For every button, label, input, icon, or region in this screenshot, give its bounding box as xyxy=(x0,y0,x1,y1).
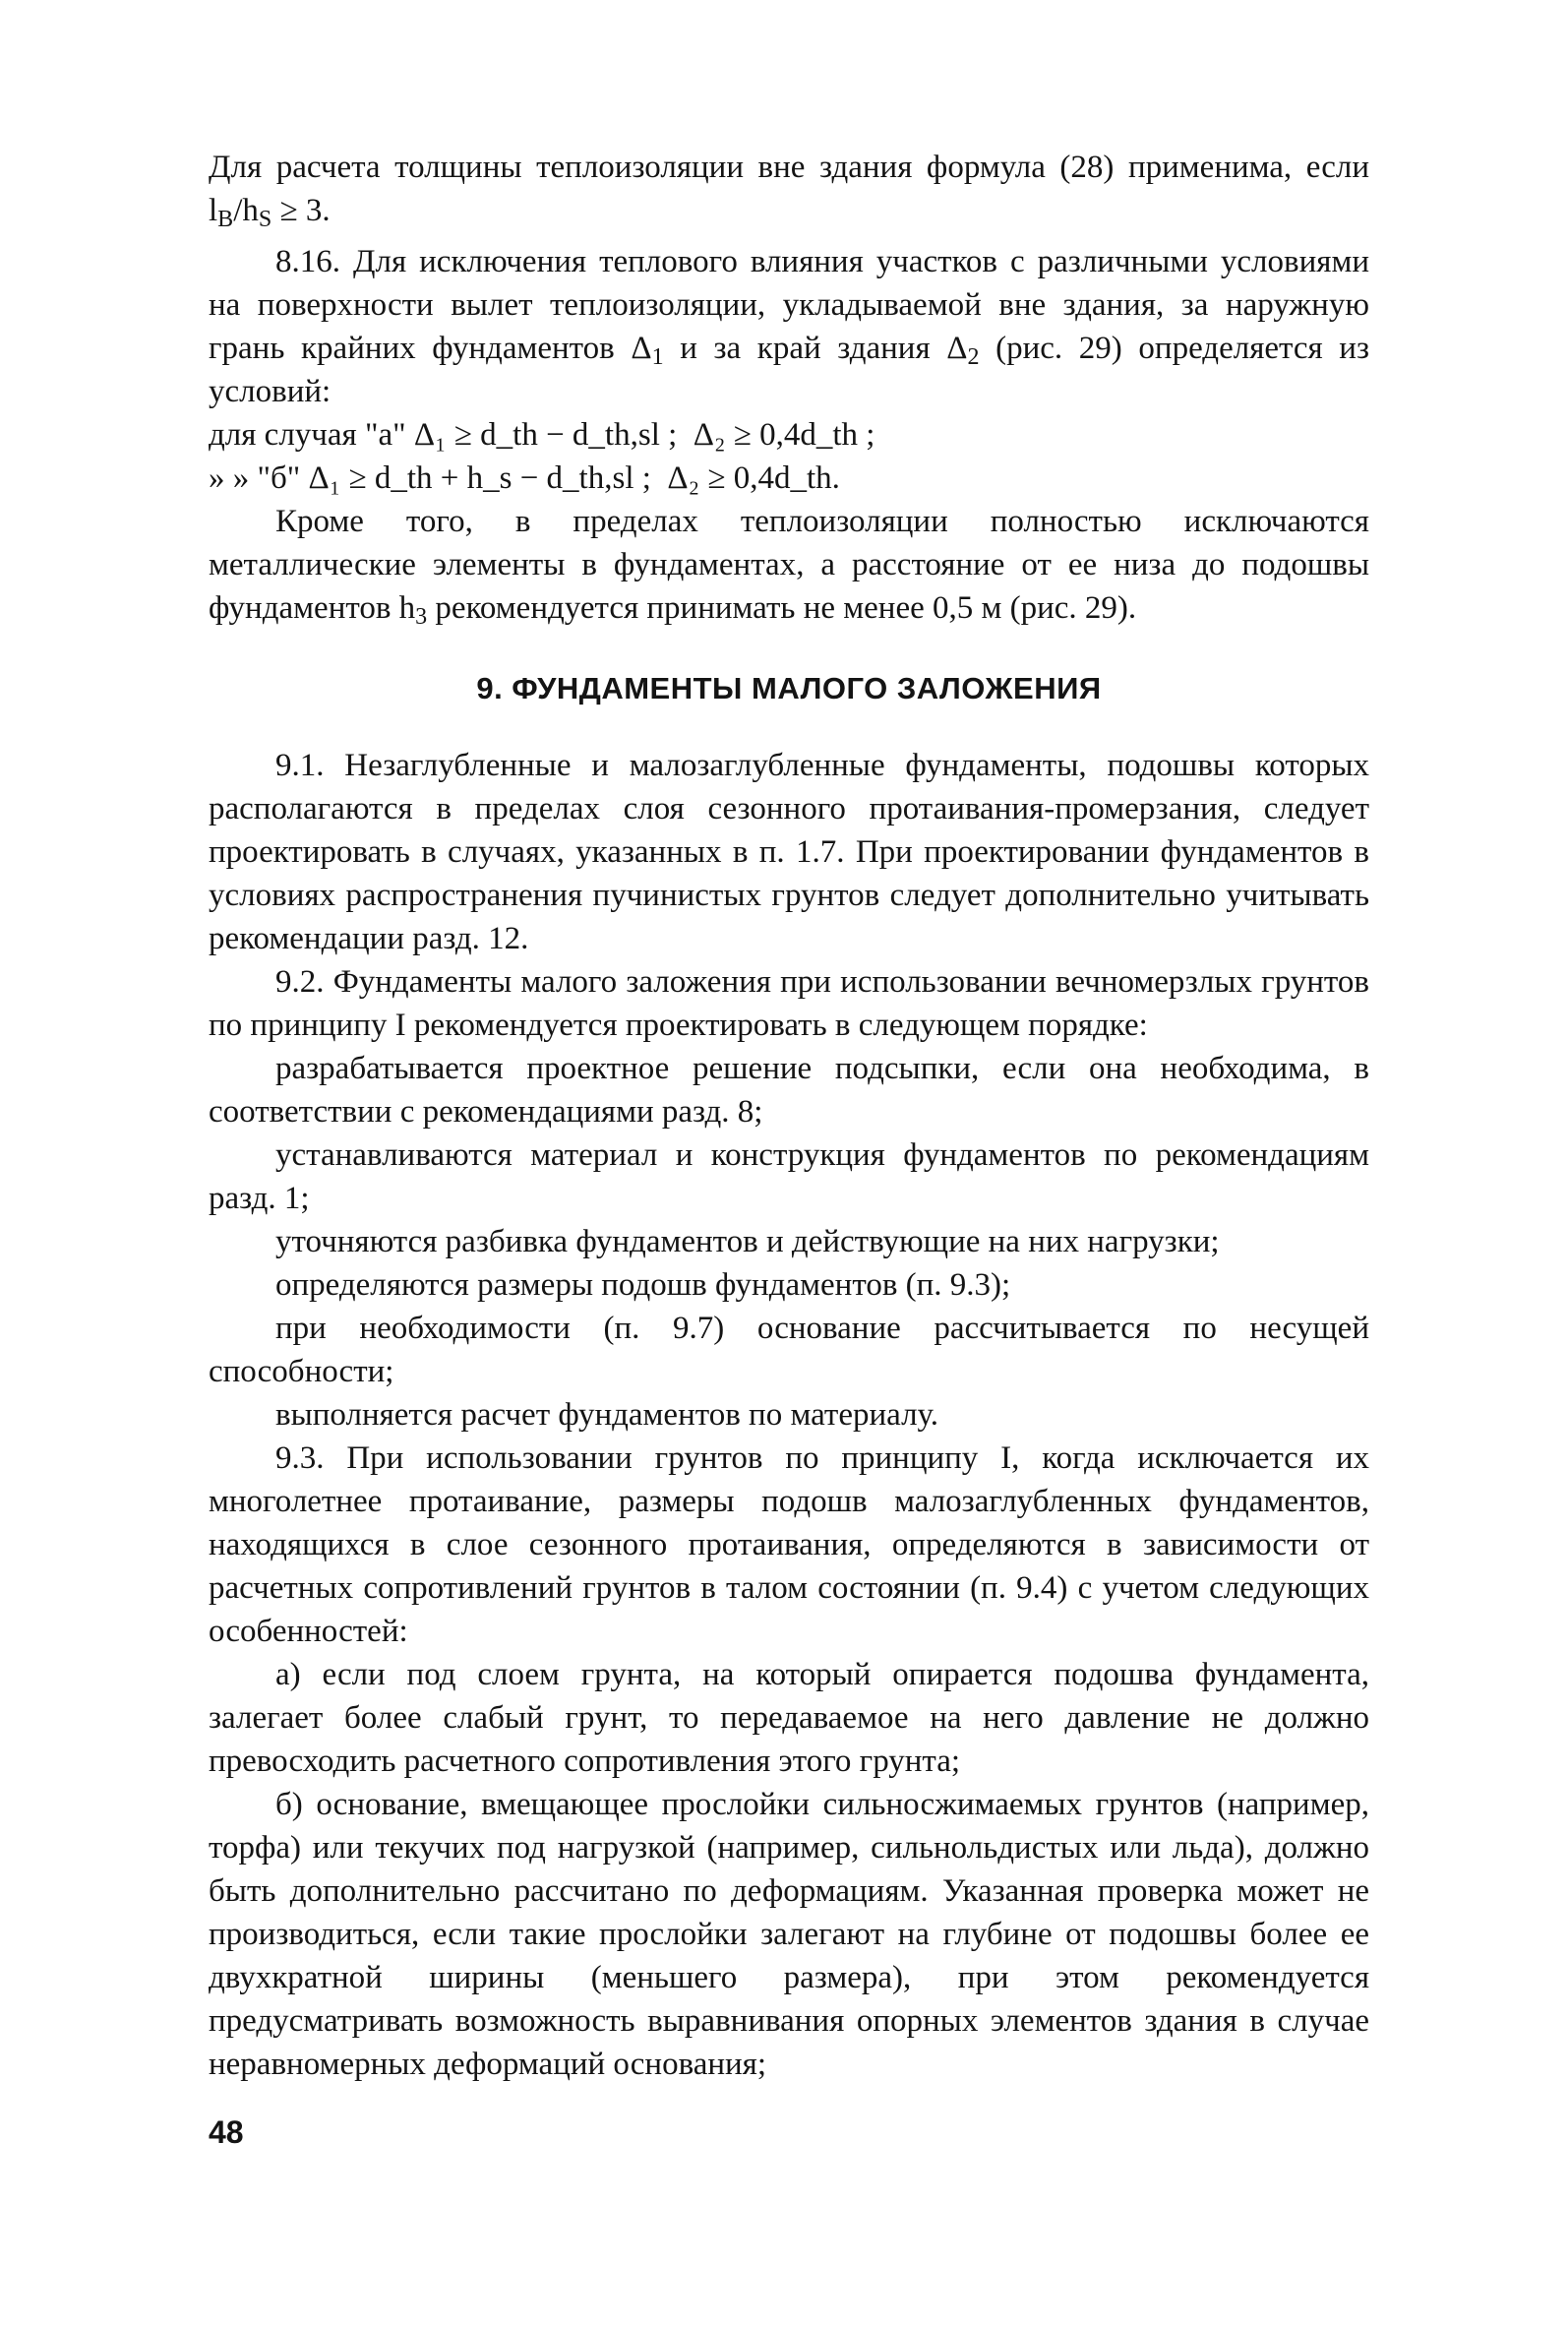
case-b-formula: Δ₁ ≥ d_th + h_s − d_th,sl ; Δ₂ ≥ 0,4d_th. xyxy=(308,460,840,496)
paragraph-9-2: 9.2. Фундаменты малого заложения при использовании вечномерзлых грунтов по принципу I рекомендуется проектировать в следующем порядке: xyxy=(209,964,1369,1043)
list-item: устанавливаются материал и конструкция фундаментов по рекомендациям разд. 1; xyxy=(209,1137,1369,1216)
paragraph-text: Для расчета толщины теплоизоляции вне здания формула (28) применима, если xyxy=(209,150,1369,185)
list-item: определяются размеры подошв фундаментов (п. 9.3); xyxy=(275,1267,1011,1303)
paragraph-formula-applicability xyxy=(209,146,1369,232)
case-b-label: » » "б" xyxy=(209,460,301,496)
paragraph-9-3: 9.3. При использовании грунтов по принципу I, когда исключается их многолетнее протаивание, размеры подошв малозаглубленных фундаментов, находящихся в слое сезонного протаивания, определяются в зависимости от расчетных сопротивлений грунтов в талом состоянии (п. 9.4) с учетом следующих особенностей: xyxy=(209,1440,1369,1649)
section-heading: 9. ФУНДАМЕНТЫ МАЛОГО ЗАЛОЖЕНИЯ xyxy=(476,671,1102,705)
paragraph-8-16: 8.16. Для исключения теплового влияния участков с различными условиями на поверхности вылет теплоизоляции, укладываемой вне здания, за наружную грань крайних фундаментов $\Delta_1$ и за край здания $\Delta_2$ (рис. 29) определяется из условий: xyxy=(209,244,1369,409)
paragraph-insulation-elements: Кроме того, в пределах теплоизоляции полностью исключаются металлические элементы в фундаментах, а расстояние от ее низа до подошвы фундаментов $h_3$ рекомендуется принимать не менее 0,5 м (рис. 29). xyxy=(209,504,1369,630)
case-a-label: для случая "a" xyxy=(209,417,406,453)
paragraph-9-3-a: а) если под слоем грунта, на который опирается подошва фундамента, залегает более слабый грунт, то передаваемое на него давление не должно превосходить расчетного сопротивления этого грунта; xyxy=(209,1657,1369,1779)
paragraph-9-1: 9.1. Незаглубленные и малозаглубленные фундаменты, подошвы которых располагаются в пределах слоя сезонного протаивания-промерзания, следует проектировать в случаях, указанных в п. 1.7. При проектировании фундаментов в условиях распространения пучинистых грунтов следует дополнительно учитывать рекомендации разд. 12. xyxy=(209,748,1369,956)
list-item: уточняются разбивка фундаментов и действующие на них нагрузки; xyxy=(275,1224,1220,1259)
page-number: 48 xyxy=(209,2114,244,2150)
condition-case-a xyxy=(209,413,1369,457)
case-a-formula: Δ₁ ≥ d_th − d_th,sl ; Δ₂ ≥ 0,4d_th ; xyxy=(413,417,875,453)
list-item: при необходимости (п. 9.7) основание рассчитывается по несущей способности; xyxy=(209,1311,1369,1389)
condition-case-b xyxy=(209,457,1369,500)
ratio-formula: $l_B/h_S \ge 3$. xyxy=(209,193,331,232)
list-item: разрабатывается проектное решение подсыпки, если она необходима, в соответствии с рекомендациями разд. 8; xyxy=(209,1051,1369,1130)
list-item: выполняется расчет фундаментов по материалу. xyxy=(275,1397,938,1433)
paragraph-9-3-b: б) основание, вмещающее прослойки сильносжимаемых грунтов (например, торфа) или текучих под нагрузкой (например, сильнольдистых или льда), должно быть дополнительно рассчитано по деформациям. Указанная проверка может не производиться, если такие прослойки залегают на глубине от подошвы более ее двухкратной ширины (меньшего размера), при этом рекомендуется предусматривать возможность выравнивания опорных элементов здания в случае неравномерных деформаций основания; xyxy=(209,1787,1369,2082)
page-body xyxy=(209,146,1369,2086)
